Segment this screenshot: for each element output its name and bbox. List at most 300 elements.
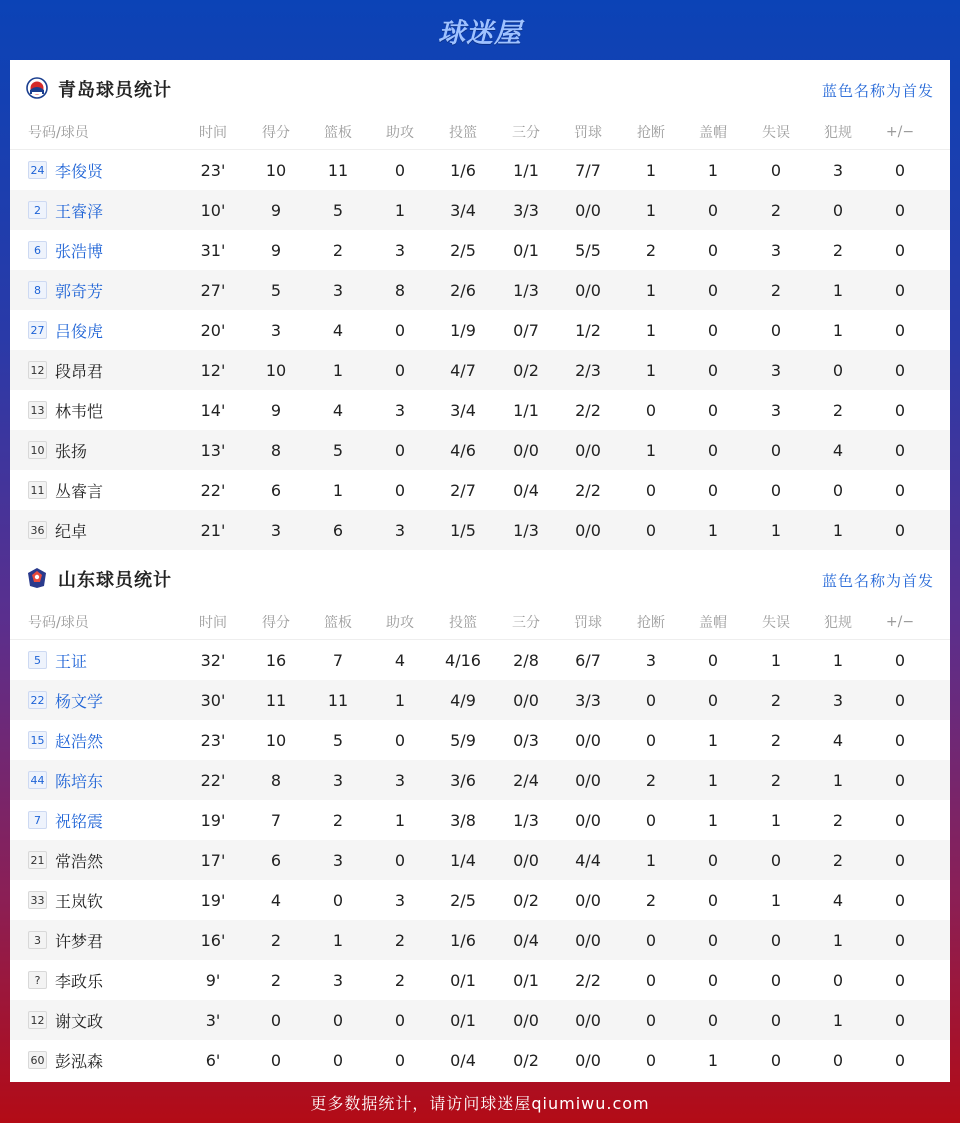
stat-field-goals: 4/16 bbox=[445, 650, 481, 670]
stat-free-throws: 7/7 bbox=[575, 160, 601, 180]
starter-note: 蓝色名称为首发 bbox=[821, 82, 934, 100]
stat-fouls: 2 bbox=[832, 240, 844, 260]
stat-points: 7 bbox=[270, 810, 282, 830]
stat-free-throws: 2/2 bbox=[575, 970, 601, 990]
header-points[interactable]: 得分 bbox=[262, 125, 290, 141]
stat-fouls: 4 bbox=[832, 440, 844, 460]
stat-blocks: 0 bbox=[707, 690, 719, 710]
stat-time: 16' bbox=[200, 930, 226, 950]
stat-time: 12' bbox=[200, 360, 226, 380]
stat-plus-minus: 0 bbox=[894, 770, 906, 790]
stat-rebounds: 11 bbox=[327, 690, 349, 710]
stat-rebounds: 6 bbox=[332, 520, 344, 540]
stat-plus-minus: 0 bbox=[894, 480, 906, 500]
header-turnovers[interactable]: 失误 bbox=[762, 615, 790, 631]
stat-plus-minus: 0 bbox=[894, 360, 906, 380]
stat-turnovers: 3 bbox=[770, 400, 782, 420]
stat-assists: 0 bbox=[394, 480, 406, 500]
stat-turnovers: 0 bbox=[770, 1050, 782, 1070]
stat-plus-minus: 0 bbox=[894, 400, 906, 420]
stat-field-goals: 5/9 bbox=[450, 730, 476, 750]
stat-blocks: 1 bbox=[707, 770, 719, 790]
stat-free-throws: 0/0 bbox=[575, 730, 601, 750]
stat-rebounds: 2 bbox=[332, 810, 344, 830]
stat-points: 6 bbox=[270, 480, 282, 500]
stat-plus-minus: 0 bbox=[894, 730, 906, 750]
stat-fouls: 0 bbox=[832, 200, 844, 220]
stat-blocks: 0 bbox=[707, 480, 719, 500]
stat-blocks: 1 bbox=[707, 730, 719, 750]
jersey-number-badge: ? bbox=[28, 971, 47, 989]
player-cell[interactable] bbox=[28, 880, 198, 920]
header-rebounds[interactable]: 篮板 bbox=[324, 125, 352, 141]
header-plus-minus[interactable]: +/− bbox=[885, 124, 915, 140]
player-name[interactable]: 彭泓森 bbox=[55, 1051, 104, 1071]
stat-rebounds: 1 bbox=[332, 480, 344, 500]
stat-field-goals: 4/7 bbox=[450, 360, 476, 380]
header-plus-minus[interactable]: +/− bbox=[885, 614, 915, 630]
stat-time: 9' bbox=[205, 970, 221, 990]
stat-fouls: 1 bbox=[832, 280, 844, 300]
stat-points: 11 bbox=[265, 690, 287, 710]
header-turnovers[interactable]: 失误 bbox=[762, 125, 790, 141]
jersey-number-badge: 24 bbox=[28, 161, 47, 179]
stat-steals: 2 bbox=[645, 890, 657, 910]
stat-three-pointers: 1/3 bbox=[513, 520, 539, 540]
stat-steals: 1 bbox=[645, 280, 657, 300]
table-row[interactable] bbox=[10, 150, 950, 190]
starter-note: 蓝色名称为首发 bbox=[821, 572, 934, 590]
stat-free-throws: 0/0 bbox=[575, 200, 601, 220]
stat-steals: 1 bbox=[645, 440, 657, 460]
stat-plus-minus: 0 bbox=[894, 200, 906, 220]
header-three-pointers[interactable]: 三分 bbox=[512, 125, 540, 141]
stat-time: 31' bbox=[200, 240, 226, 260]
stat-assists: 0 bbox=[394, 160, 406, 180]
stat-steals: 0 bbox=[645, 520, 657, 540]
stat-field-goals: 0/1 bbox=[450, 1010, 476, 1030]
stat-fouls: 0 bbox=[832, 360, 844, 380]
stat-three-pointers: 0/3 bbox=[513, 730, 539, 750]
table-row[interactable] bbox=[10, 310, 950, 350]
player-name[interactable]: 纪卓 bbox=[55, 521, 88, 541]
player-name[interactable]: 常浩然 bbox=[55, 851, 104, 871]
stat-three-pointers: 0/2 bbox=[513, 890, 539, 910]
team-title: 山东球员统计 bbox=[58, 570, 172, 591]
stat-fouls: 0 bbox=[832, 480, 844, 500]
header-assists[interactable]: 助攻 bbox=[386, 125, 414, 141]
header-free-throws[interactable]: 罚球 bbox=[574, 125, 602, 141]
stat-blocks: 0 bbox=[707, 240, 719, 260]
stat-field-goals: 1/9 bbox=[450, 320, 476, 340]
player-name[interactable]: 杨文学 bbox=[55, 691, 104, 711]
stat-time: 21' bbox=[200, 520, 226, 540]
stat-points: 2 bbox=[270, 970, 282, 990]
player-cell[interactable] bbox=[28, 840, 198, 880]
player-cell[interactable] bbox=[28, 510, 198, 550]
stat-field-goals: 1/4 bbox=[450, 850, 476, 870]
stat-assists: 3 bbox=[394, 890, 406, 910]
stat-free-throws: 0/0 bbox=[575, 770, 601, 790]
stat-field-goals: 1/6 bbox=[450, 160, 476, 180]
stat-steals: 3 bbox=[645, 650, 657, 670]
stat-plus-minus: 0 bbox=[894, 810, 906, 830]
table-row[interactable] bbox=[10, 680, 950, 720]
stat-turnovers: 2 bbox=[770, 730, 782, 750]
stat-three-pointers: 0/0 bbox=[513, 850, 539, 870]
header-free-throws[interactable]: 罚球 bbox=[574, 615, 602, 631]
player-name[interactable]: 祝铭震 bbox=[55, 811, 104, 831]
player-name[interactable]: 赵浩然 bbox=[55, 731, 104, 751]
stat-assists: 8 bbox=[394, 280, 406, 300]
stat-three-pointers: 0/4 bbox=[513, 930, 539, 950]
stat-points: 10 bbox=[265, 160, 287, 180]
stat-three-pointers: 1/3 bbox=[513, 280, 539, 300]
player-name[interactable]: 陈培东 bbox=[55, 771, 104, 791]
stat-turnovers: 0 bbox=[770, 440, 782, 460]
jersey-number-badge: 33 bbox=[28, 891, 47, 909]
table-row[interactable] bbox=[10, 960, 950, 1000]
jersey-number-badge: 6 bbox=[28, 241, 47, 259]
stat-blocks: 0 bbox=[707, 360, 719, 380]
stat-field-goals: 2/5 bbox=[450, 890, 476, 910]
header-time[interactable]: 时间 bbox=[199, 125, 227, 141]
table-row[interactable] bbox=[10, 270, 950, 310]
player-cell[interactable] bbox=[28, 800, 198, 840]
team-logo-icon bbox=[26, 77, 48, 99]
stat-free-throws: 2/2 bbox=[575, 400, 601, 420]
stat-turnovers: 3 bbox=[770, 240, 782, 260]
stat-plus-minus: 0 bbox=[894, 320, 906, 340]
header-steals[interactable]: 抢断 bbox=[637, 125, 665, 141]
stat-three-pointers: 0/0 bbox=[513, 440, 539, 460]
stat-turnovers: 2 bbox=[770, 200, 782, 220]
table-row[interactable] bbox=[10, 390, 950, 430]
jersey-number-badge: 44 bbox=[28, 771, 47, 789]
stat-time: 20' bbox=[200, 320, 226, 340]
stat-points: 16 bbox=[265, 650, 287, 670]
stat-three-pointers: 0/7 bbox=[513, 320, 539, 340]
jersey-number-badge: 60 bbox=[28, 1051, 47, 1069]
brand-logo-text: 球迷屋 bbox=[438, 17, 522, 49]
stat-steals: 0 bbox=[645, 970, 657, 990]
player-name[interactable]: 李俊贤 bbox=[55, 161, 104, 181]
stat-field-goals: 1/6 bbox=[450, 930, 476, 950]
stat-plus-minus: 0 bbox=[894, 1010, 906, 1030]
stat-blocks: 0 bbox=[707, 320, 719, 340]
stat-rebounds: 11 bbox=[327, 160, 349, 180]
section-header bbox=[10, 60, 950, 115]
table-row[interactable] bbox=[10, 470, 950, 510]
stat-turnovers: 3 bbox=[770, 360, 782, 380]
player-cell[interactable] bbox=[28, 640, 198, 680]
stat-fouls: 3 bbox=[832, 160, 844, 180]
table-row[interactable] bbox=[10, 920, 950, 960]
stat-plus-minus: 0 bbox=[894, 690, 906, 710]
stat-steals: 1 bbox=[645, 850, 657, 870]
stat-time: 22' bbox=[200, 770, 226, 790]
player-cell[interactable] bbox=[28, 430, 198, 470]
stat-points: 10 bbox=[265, 730, 287, 750]
team-logo-icon bbox=[26, 567, 48, 589]
player-cell[interactable] bbox=[28, 760, 198, 800]
stat-three-pointers: 0/4 bbox=[513, 480, 539, 500]
jersey-number-badge: 7 bbox=[28, 811, 47, 829]
stat-fouls: 1 bbox=[832, 770, 844, 790]
table-header bbox=[10, 115, 950, 150]
stat-assists: 2 bbox=[394, 930, 406, 950]
player-name[interactable]: 李政乐 bbox=[55, 971, 104, 991]
stat-steals: 0 bbox=[645, 690, 657, 710]
stat-turnovers: 0 bbox=[770, 160, 782, 180]
jersey-number-badge: 22 bbox=[28, 691, 47, 709]
stat-field-goals: 3/4 bbox=[450, 400, 476, 420]
qingdao-section bbox=[10, 60, 950, 550]
jersey-number-badge: 10 bbox=[28, 441, 47, 459]
stat-time: 17' bbox=[200, 850, 226, 870]
stat-three-pointers: 1/1 bbox=[513, 400, 539, 420]
stat-assists: 1 bbox=[394, 690, 406, 710]
stat-points: 0 bbox=[270, 1050, 282, 1070]
stat-time: 32' bbox=[200, 650, 226, 670]
player-cell[interactable] bbox=[28, 960, 198, 1000]
stat-time: 14' bbox=[200, 400, 226, 420]
stat-fouls: 2 bbox=[832, 850, 844, 870]
stat-steals: 0 bbox=[645, 730, 657, 750]
table-row[interactable] bbox=[10, 760, 950, 800]
stat-field-goals: 2/7 bbox=[450, 480, 476, 500]
stat-assists: 4 bbox=[394, 650, 406, 670]
stat-fouls: 1 bbox=[832, 930, 844, 950]
header-field-goals[interactable]: 投篮 bbox=[449, 125, 477, 141]
stat-free-throws: 0/0 bbox=[575, 280, 601, 300]
player-cell[interactable] bbox=[28, 310, 198, 350]
table-row[interactable] bbox=[10, 880, 950, 920]
stat-steals: 0 bbox=[645, 1050, 657, 1070]
stat-time: 23' bbox=[200, 730, 226, 750]
stat-fouls: 2 bbox=[832, 810, 844, 830]
stat-time: 23' bbox=[200, 160, 226, 180]
stat-free-throws: 6/7 bbox=[575, 650, 601, 670]
stat-assists: 3 bbox=[394, 400, 406, 420]
jersey-number-badge: 13 bbox=[28, 401, 47, 419]
stat-blocks: 0 bbox=[707, 200, 719, 220]
header-assists[interactable]: 助攻 bbox=[386, 615, 414, 631]
stat-rebounds: 2 bbox=[332, 240, 344, 260]
stat-points: 9 bbox=[270, 200, 282, 220]
stat-plus-minus: 0 bbox=[894, 890, 906, 910]
player-name[interactable]: 王睿泽 bbox=[55, 201, 104, 221]
stat-three-pointers: 0/0 bbox=[513, 1010, 539, 1030]
stat-three-pointers: 0/0 bbox=[513, 690, 539, 710]
stat-three-pointers: 0/1 bbox=[513, 970, 539, 990]
stat-rebounds: 5 bbox=[332, 200, 344, 220]
footer-banner[interactable] bbox=[0, 1082, 960, 1123]
stat-time: 19' bbox=[200, 890, 226, 910]
table-row[interactable] bbox=[10, 510, 950, 550]
stat-free-throws: 4/4 bbox=[575, 850, 601, 870]
stat-rebounds: 0 bbox=[332, 890, 344, 910]
stat-rebounds: 7 bbox=[332, 650, 344, 670]
stat-turnovers: 0 bbox=[770, 930, 782, 950]
table-row[interactable] bbox=[10, 640, 950, 680]
stat-blocks: 0 bbox=[707, 1010, 719, 1030]
stat-free-throws: 0/0 bbox=[575, 520, 601, 540]
jersey-number-badge: 12 bbox=[28, 361, 47, 379]
stat-plus-minus: 0 bbox=[894, 1050, 906, 1070]
player-name[interactable]: 谢文政 bbox=[55, 1011, 104, 1031]
stat-points: 9 bbox=[270, 400, 282, 420]
stat-free-throws: 0/0 bbox=[575, 1010, 601, 1030]
table-row[interactable] bbox=[10, 840, 950, 880]
player-name[interactable]: 段昂君 bbox=[55, 361, 104, 381]
stat-blocks: 1 bbox=[707, 160, 719, 180]
header-fouls[interactable]: 犯规 bbox=[824, 125, 852, 141]
table-row[interactable] bbox=[10, 1000, 950, 1040]
stat-fouls: 0 bbox=[832, 1050, 844, 1070]
player-name[interactable]: 丛睿言 bbox=[55, 481, 104, 501]
player-name[interactable]: 张浩博 bbox=[55, 241, 104, 261]
stat-time: 22' bbox=[200, 480, 226, 500]
stat-rebounds: 3 bbox=[332, 970, 344, 990]
table-row[interactable] bbox=[10, 720, 950, 760]
table-row[interactable] bbox=[10, 190, 950, 230]
header-steals[interactable]: 抢断 bbox=[637, 615, 665, 631]
stat-free-throws: 0/0 bbox=[575, 810, 601, 830]
header-points[interactable]: 得分 bbox=[262, 615, 290, 631]
stat-points: 10 bbox=[265, 360, 287, 380]
player-name[interactable]: 郭奇芳 bbox=[55, 281, 104, 301]
jersey-number-badge: 5 bbox=[28, 651, 47, 669]
jersey-number-badge: 11 bbox=[28, 481, 47, 499]
stat-blocks: 0 bbox=[707, 930, 719, 950]
stat-steals: 1 bbox=[645, 200, 657, 220]
stat-rebounds: 3 bbox=[332, 770, 344, 790]
stat-turnovers: 1 bbox=[770, 520, 782, 540]
stat-steals: 2 bbox=[645, 240, 657, 260]
stat-fouls: 0 bbox=[832, 970, 844, 990]
stat-turnovers: 1 bbox=[770, 650, 782, 670]
stat-field-goals: 3/6 bbox=[450, 770, 476, 790]
header-blocks[interactable]: 盖帽 bbox=[699, 615, 727, 631]
stat-turnovers: 2 bbox=[770, 280, 782, 300]
player-cell[interactable] bbox=[28, 1000, 198, 1040]
stat-steals: 0 bbox=[645, 930, 657, 950]
header-three-pointers[interactable]: 三分 bbox=[512, 615, 540, 631]
stat-rebounds: 1 bbox=[332, 360, 344, 380]
header-field-goals[interactable]: 投篮 bbox=[449, 615, 477, 631]
table-row[interactable] bbox=[10, 230, 950, 270]
header-fouls[interactable]: 犯规 bbox=[824, 615, 852, 631]
stat-field-goals: 0/1 bbox=[450, 970, 476, 990]
stat-blocks: 0 bbox=[707, 400, 719, 420]
stat-plus-minus: 0 bbox=[894, 280, 906, 300]
brand-header bbox=[0, 0, 960, 60]
player-cell[interactable] bbox=[28, 190, 198, 230]
shandong-section bbox=[10, 550, 950, 1080]
player-cell[interactable] bbox=[28, 1040, 198, 1080]
stat-rebounds: 4 bbox=[332, 400, 344, 420]
stat-three-pointers: 2/4 bbox=[513, 770, 539, 790]
stat-turnovers: 0 bbox=[770, 970, 782, 990]
stat-time: 27' bbox=[200, 280, 226, 300]
stat-rebounds: 0 bbox=[332, 1050, 344, 1070]
player-cell[interactable] bbox=[28, 350, 198, 390]
player-cell[interactable] bbox=[28, 150, 198, 190]
stat-plus-minus: 0 bbox=[894, 240, 906, 260]
player-name[interactable]: 吕俊虎 bbox=[55, 321, 104, 341]
section-header bbox=[10, 550, 950, 605]
header-rebounds[interactable]: 篮板 bbox=[324, 615, 352, 631]
table-row[interactable] bbox=[10, 800, 950, 840]
player-cell[interactable] bbox=[28, 230, 198, 270]
header-time[interactable]: 时间 bbox=[199, 615, 227, 631]
table-header bbox=[10, 605, 950, 640]
player-name[interactable]: 王岚钦 bbox=[55, 891, 104, 911]
player-cell[interactable] bbox=[28, 270, 198, 310]
stat-fouls: 2 bbox=[832, 400, 844, 420]
stat-time: 13' bbox=[200, 440, 226, 460]
player-name[interactable]: 林韦恺 bbox=[55, 401, 104, 421]
header-blocks[interactable]: 盖帽 bbox=[699, 125, 727, 141]
jersey-number-badge: 12 bbox=[28, 1011, 47, 1029]
stat-assists: 3 bbox=[394, 240, 406, 260]
stat-blocks: 1 bbox=[707, 1050, 719, 1070]
stat-time: 3' bbox=[205, 1010, 221, 1030]
stat-blocks: 0 bbox=[707, 280, 719, 300]
stat-assists: 0 bbox=[394, 440, 406, 460]
footer-link-text[interactable]: 更多数据统计，请访问球迷屋qiumiwu.com bbox=[310, 1094, 650, 1113]
player-name[interactable]: 王证 bbox=[55, 651, 88, 671]
stat-turnovers: 1 bbox=[770, 890, 782, 910]
stat-blocks: 1 bbox=[707, 520, 719, 540]
jersey-number-badge: 27 bbox=[28, 321, 47, 339]
player-cell[interactable] bbox=[28, 680, 198, 720]
jersey-number-badge: 2 bbox=[28, 201, 47, 219]
stat-assists: 0 bbox=[394, 320, 406, 340]
table-row[interactable] bbox=[10, 350, 950, 390]
stat-turnovers: 0 bbox=[770, 1010, 782, 1030]
stat-field-goals: 0/4 bbox=[450, 1050, 476, 1070]
stat-free-throws: 0/0 bbox=[575, 930, 601, 950]
stat-assists: 0 bbox=[394, 730, 406, 750]
stat-three-pointers: 0/1 bbox=[513, 240, 539, 260]
stat-plus-minus: 0 bbox=[894, 850, 906, 870]
player-cell[interactable] bbox=[28, 470, 198, 510]
stat-fouls: 1 bbox=[832, 320, 844, 340]
player-cell[interactable] bbox=[28, 720, 198, 760]
jersey-number-badge: 3 bbox=[28, 931, 47, 949]
stat-assists: 2 bbox=[394, 970, 406, 990]
stat-blocks: 0 bbox=[707, 440, 719, 460]
stat-free-throws: 5/5 bbox=[575, 240, 601, 260]
stat-blocks: 0 bbox=[707, 970, 719, 990]
stat-assists: 0 bbox=[394, 850, 406, 870]
table-row[interactable] bbox=[10, 430, 950, 470]
jersey-number-badge: 36 bbox=[28, 521, 47, 539]
player-cell[interactable] bbox=[28, 390, 198, 430]
player-name[interactable]: 许梦君 bbox=[55, 931, 104, 951]
player-cell[interactable] bbox=[28, 920, 198, 960]
stat-assists: 0 bbox=[394, 1010, 406, 1030]
stat-field-goals: 3/4 bbox=[450, 200, 476, 220]
stat-three-pointers: 2/8 bbox=[513, 650, 539, 670]
stat-steals: 1 bbox=[645, 320, 657, 340]
stat-turnovers: 0 bbox=[770, 320, 782, 340]
stat-three-pointers: 0/2 bbox=[513, 1050, 539, 1070]
table-row[interactable] bbox=[10, 1040, 950, 1080]
player-name[interactable]: 张扬 bbox=[55, 441, 88, 461]
